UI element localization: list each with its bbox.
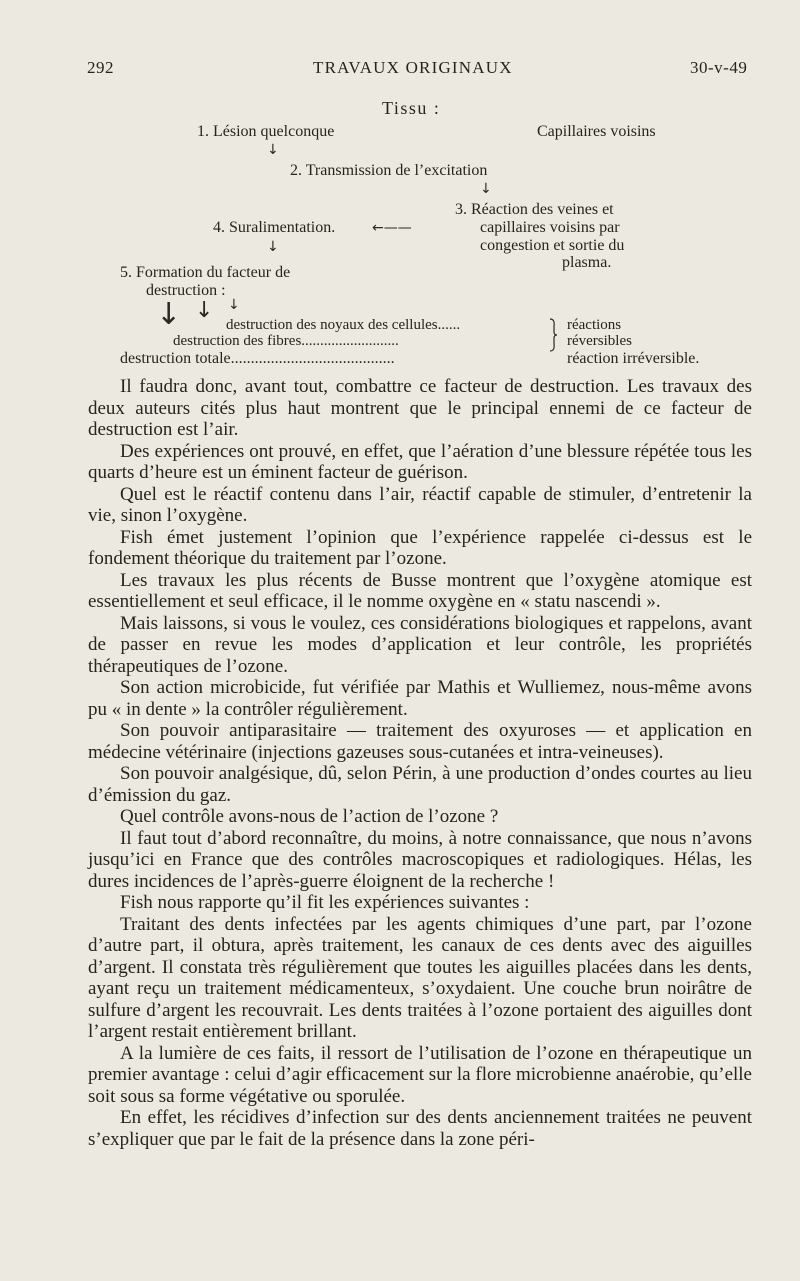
paragraph: Son pouvoir analgésique, dû, selon Périn, à une production d’ondes courtes au lieu d’émission du gaz. [88, 763, 752, 806]
outcome-total-label: destruction totale......................................... [120, 350, 395, 367]
paragraph: Son action microbicide, fut vérifiée par Mathis et Wulliemez, nous-même avons pu « in dente » la contrôler régulièrement. [88, 677, 752, 720]
paragraph: Fish nous rapporte qu’il fit les expériences suivantes : [120, 892, 530, 913]
step-3-line-4: plasma. [562, 254, 612, 271]
paragraph: Quel est le réactif contenu dans l’air, réactif capable de stimuler, d’entretenir la vie, sinon l’oxygène. [88, 483, 752, 526]
arrow-down-icon: ↓ [228, 297, 240, 313]
arrow-left-icon: ←—— [372, 220, 412, 236]
page-number: 292 [87, 58, 114, 77]
arrow-down-icon: ↓ [267, 142, 279, 158]
paragraph: Fish émet justement l’opinion que l’expérience rappelée ci-dessus est le fondement théorique du traitement par l’ozone. [88, 526, 752, 569]
brace-icon [548, 318, 558, 352]
outcome-reversible: réversibles [567, 333, 632, 349]
article-body [88, 376, 752, 1150]
paragraph: Traitant des dents infectées par les agents chimiques d’une part, par l’ozone d’autre part, il obtura, après traitement, les canaux de ces dents avec des aiguilles d’argent. Il constata très régulièrement que toutes les aiguilles placées dans les dents, ayant reçu un traitement médicamenteux, s’oxydaient. Une couche brun noirâtre de sulfure d’argent les recouvrait. Les dents traitées à l’ozone portaient des aiguilles dont l’argent restait entièrement brillant. [88, 913, 752, 1042]
step-1-capillaries: Capillaires voisins [537, 123, 656, 140]
paragraph: Les travaux les plus récents de Busse montrent que l’oxygène atomique est essentiellement et seul efficace, il le nomme oxygène en « statu nascendi ». [88, 569, 752, 612]
paragraph: Mais laissons, si vous le voulez, ces considérations biologiques et rappelons, avant de passer en revue les modes d’application et leur contrôle, les propriétés thérapeutiques de l’ozone. [88, 612, 752, 677]
outcome-reactions: réactions [567, 317, 622, 333]
step-3-line-2: capillaires voisins par [480, 219, 620, 236]
arrow-down-icon: ↓ [195, 298, 214, 323]
arrow-down-icon: ↓ [480, 181, 492, 197]
paragraph: Des expériences ont prouvé, en effet, que l’aération d’une blessure répétée tous les quarts d’heure est un éminent facteur de guérison. [88, 440, 752, 483]
arrow-down-icon: ↓ [267, 239, 279, 255]
paragraph: Il faut tout d’abord reconnaître, du moins, à notre connaissance, que nous n’avons jusqu’ici en France que des contrôles macroscopiques et radiologiques. Hélas, les dures incidences de l’après-guerre éloignent de la recherche ! [88, 827, 752, 892]
step-5-line-1: 5. Formation du facteur de [120, 264, 291, 281]
outcome-nuclei-label: destruction des noyaux des cellules...... [226, 317, 461, 333]
paragraph: A la lumière de ces faits, il ressort de l’utilisation de l’ozone en thérapeutique un premier avantage : celui d’agir efficacement sur la flore microbienne anaérobie, qu’elle soit sous sa forme végétative ou sporulée. [88, 1042, 752, 1107]
outcome-irreversible: réaction irréversible. [567, 350, 700, 367]
running-title: TRAVAUX ORIGINAUX [313, 58, 513, 77]
arrow-down-long-icon: ↓ [156, 297, 182, 332]
paragraph: Quel contrôle avons-nous de l’action de l’ozone ? [120, 806, 499, 827]
paragraph: En effet, les récidives d’infection sur des dents anciennement traitées ne peuvent s’expliquer que par le fait de la présence dans la zone péri- [88, 1107, 752, 1150]
step-1-lesion: 1. Lésion quelconque [197, 123, 335, 140]
outcome-fibres-label: destruction des fibres.......................... [173, 333, 399, 349]
issue-date: 30-v-49 [690, 58, 748, 77]
step-5-line-2: destruction : [146, 282, 226, 299]
step-3-line-3: congestion et sortie du [480, 237, 625, 254]
step-4-suralimentation: 4. Suralimentation. [213, 219, 336, 236]
diagram-title: Tissu : [382, 98, 441, 118]
paragraph: Son pouvoir antiparasitaire — traitement des oxyuroses — et application en médecine vétérinaire (injections gazeuses sous-cutanées et intra-veineuses). [88, 720, 752, 763]
step-3-line-1: 3. Réaction des veines et [455, 201, 614, 218]
paragraph: Il faudra donc, avant tout, combattre ce facteur de destruction. Les travaux des deux auteurs cités plus haut montrent que le principal ennemi de ce facteur de destruction est l’air. [88, 376, 752, 440]
step-2-transmission: 2. Transmission de l’excitation [290, 162, 488, 179]
